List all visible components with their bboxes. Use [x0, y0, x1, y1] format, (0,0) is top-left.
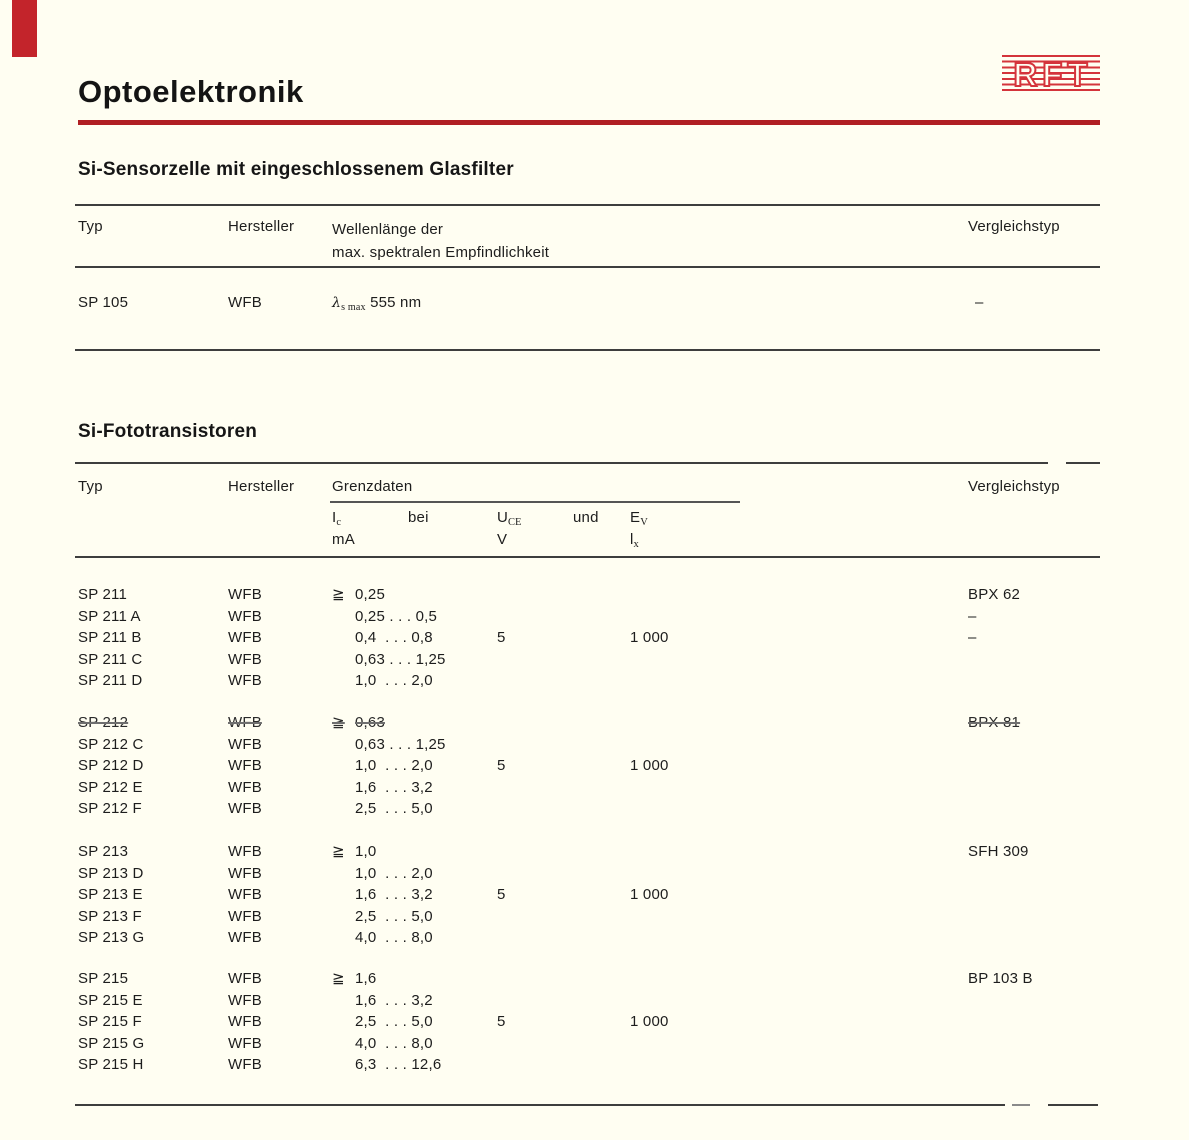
vergleichstyp-cell: BP 103 B [968, 970, 1033, 987]
transistor-table-header-rule [75, 556, 1100, 558]
sensor-row-typ: SP 105 [78, 294, 129, 311]
ic-cell: 1,0 . . . 2,0 [355, 757, 433, 774]
sensor-col-vergleichstyp: Vergleichstyp [968, 218, 1060, 235]
typ-cell: SP 215 G [78, 1034, 145, 1052]
vergleichstyp-cell [968, 734, 1100, 756]
ev-cell [630, 670, 968, 692]
hersteller-cell: WFB [228, 886, 262, 903]
ev-cell [630, 798, 968, 820]
hersteller-cell: WFB [228, 970, 262, 987]
vergleichstyp-cell: BPX 62 [968, 586, 1021, 603]
typ-cell: SP 213 G [78, 929, 145, 946]
table-row [78, 734, 1100, 756]
ic-cell: 1,6 . . . 3,2 [355, 886, 433, 903]
sensor-table-bottom-rule [75, 349, 1100, 351]
table-row [78, 1054, 1100, 1076]
vergleichstyp-cell: SFH 309 [968, 843, 1029, 860]
sensor-table-top-rule [75, 204, 1100, 206]
uce-cell [497, 1033, 630, 1055]
ic-base: I [332, 509, 337, 526]
table-row [78, 606, 1100, 628]
vergleichstyp-cell [968, 1011, 1100, 1033]
typ-cell: SP 213 E [78, 886, 143, 903]
hersteller-cell: WFB [228, 1034, 262, 1052]
table-row [78, 990, 1100, 1012]
typ-cell: SP 212 C [78, 735, 144, 753]
vergleichstyp-cell [968, 927, 1100, 949]
ic-cell: 0,25 . . . 0,5 [355, 607, 438, 625]
table-row [78, 712, 1100, 734]
hersteller-cell: WFB [228, 864, 262, 882]
vergleichstyp-cell [968, 777, 1100, 799]
group-sp213 [78, 841, 1100, 949]
transistor-col-grenzdaten: Grenzdaten [332, 478, 413, 495]
typ-cell: SP 215 F [78, 1013, 142, 1030]
table-row [78, 649, 1100, 671]
typ-cell: SP 211 [78, 586, 128, 603]
ev-cell [630, 584, 968, 606]
ev-cell [630, 777, 968, 799]
group-sp212 [78, 712, 1100, 820]
transistor-col-vergleichstyp: Vergleichstyp [968, 478, 1060, 495]
sensor-table-header-rule [75, 266, 1100, 268]
uce-cell [497, 670, 630, 692]
lambda-symbol: λ [332, 295, 342, 311]
ic-cell: 2,5 . . . 5,0 [355, 1013, 433, 1030]
uce-cell: 5 [497, 886, 506, 903]
ic-cell: 1,0 . . . 2,0 [355, 864, 433, 882]
hersteller-cell: WFB [228, 735, 262, 753]
ev-cell [630, 927, 968, 949]
ev-cell [630, 863, 968, 885]
typ-cell: SP 215 [78, 970, 129, 987]
typ-cell: SP 211 D [78, 672, 143, 689]
ev-cell [630, 712, 968, 734]
typ-cell: SP 213 [78, 843, 129, 860]
table-row [78, 670, 1100, 692]
typ-cell: SP 213 D [78, 864, 144, 882]
typ-cell: SP 213 F [78, 907, 142, 925]
grenzdaten-underline [330, 501, 740, 503]
uce-cell [497, 1054, 630, 1076]
ic-cell: 0,63 . . . 1,25 [355, 735, 446, 753]
header-bei: bei [408, 509, 429, 526]
table-row [78, 906, 1100, 928]
hersteller-cell: WFB [228, 586, 262, 603]
hersteller-cell: WFB [228, 991, 262, 1009]
table-row [78, 968, 1100, 990]
sensor-col-wellenlaenge-line2: max. spektralen Empfindlichkeit [332, 244, 550, 261]
transistor-col-typ: Typ [78, 478, 103, 495]
ic-cell: 4,0 . . . 8,0 [355, 929, 433, 946]
ic-cell: 1,6 . . . 3,2 [355, 991, 433, 1009]
table-row [78, 841, 1100, 863]
ev-base: E [630, 509, 641, 526]
table-row [78, 884, 1100, 906]
hersteller-cell: WFB [228, 650, 262, 668]
ic-cell: ≧ 0,25 [332, 584, 497, 606]
header-und: und [573, 509, 599, 526]
ic-subscript: c [336, 517, 342, 528]
vergleichstyp-cell [968, 884, 1100, 906]
uce-subscript: CE [508, 517, 522, 528]
sensor-row-vergleichstyp: – [975, 294, 984, 311]
uce-cell [497, 863, 630, 885]
ic-cell: 6,3 . . . 12,6 [355, 1056, 442, 1073]
hersteller-cell: WFB [228, 1013, 262, 1030]
uce-cell [497, 777, 630, 799]
vergleichstyp-cell [968, 1054, 1100, 1076]
ev-cell [630, 968, 968, 990]
page-bottom-rule-right [1048, 1104, 1098, 1106]
ev-cell [630, 906, 968, 928]
table-row [78, 777, 1100, 799]
typ-cell: SP 212 D [78, 757, 144, 774]
vergleichstyp-cell [968, 906, 1100, 928]
hersteller-cell: WFB [228, 843, 262, 860]
ic-cell: 2,5 . . . 5,0 [355, 907, 433, 925]
hersteller-cell: WFB [228, 929, 262, 946]
unit-ma: mA [332, 531, 355, 548]
table-row [78, 584, 1100, 606]
uce-cell [497, 906, 630, 928]
uce-cell: 5 [497, 757, 506, 774]
ic-cell: ≧ 1,6 [332, 970, 377, 987]
typ-cell: SP 215 H [78, 1056, 144, 1073]
ev-cell [630, 1054, 968, 1076]
typ-cell: SP 215 E [78, 991, 143, 1009]
uce-cell [497, 841, 630, 863]
header-ev [630, 509, 648, 528]
unit-v: V [497, 531, 508, 548]
hersteller-cell: WFB [228, 714, 262, 731]
uce-cell [497, 990, 630, 1012]
typ-cell: SP 212 E [78, 778, 143, 796]
typ-cell: SP 212 [78, 714, 129, 731]
vergleichstyp-cell: – [968, 607, 977, 625]
uce-cell [497, 584, 630, 606]
uce-cell [497, 968, 630, 990]
ic-cell: ≧ 0,63 [332, 714, 385, 731]
page-bottom-rule-mid [1012, 1104, 1030, 1106]
table-row [78, 1011, 1100, 1033]
typ-cell: SP 211 B [78, 629, 142, 646]
table-row [78, 755, 1100, 777]
uce-cell [497, 798, 630, 820]
ic-cell: 0,63 . . . 1,25 [355, 650, 446, 668]
lx-base: l [630, 531, 634, 548]
vergleichstyp-cell [968, 990, 1100, 1012]
lambda-subscript: s max [341, 302, 366, 313]
vergleichstyp-cell [968, 863, 1100, 885]
ev-cell: 1 000 [630, 1013, 669, 1030]
table-row [78, 798, 1100, 820]
uce-cell [497, 649, 630, 671]
group-sp215 [78, 968, 1100, 1076]
header-ic [332, 509, 341, 528]
transistor-table-top-rule-right [1066, 462, 1100, 464]
ev-cell [630, 990, 968, 1012]
typ-cell: SP 211 C [78, 650, 143, 668]
transistor-col-hersteller: Hersteller [228, 478, 295, 495]
hersteller-cell: WFB [228, 907, 262, 925]
uce-cell: 5 [497, 629, 506, 646]
ev-cell: 1 000 [630, 629, 669, 646]
rft-logo-text: RFT [1013, 56, 1093, 93]
ev-cell: 1 000 [630, 886, 669, 903]
group-sp211 [78, 584, 1100, 692]
sensor-row-hersteller: WFB [228, 294, 262, 311]
typ-cell: SP 212 F [78, 800, 142, 817]
ic-cell: 0,4 . . . 0,8 [355, 629, 433, 646]
ev-cell: 1 000 [630, 757, 669, 774]
vergleichstyp-cell [968, 649, 1100, 671]
hersteller-cell: WFB [228, 757, 262, 774]
vergleichstyp-cell [968, 798, 1100, 820]
ev-cell [630, 734, 968, 756]
page-title: Optoelektronik [78, 74, 304, 109]
ic-cell: 2,5 . . . 5,0 [355, 800, 433, 817]
sensor-row-wavelength [332, 294, 421, 313]
title-red-rule [78, 120, 1100, 125]
hersteller-cell: WFB [228, 672, 262, 689]
uce-cell [497, 606, 630, 628]
uce-cell [497, 712, 630, 734]
sensor-col-hersteller: Hersteller [228, 218, 295, 235]
page-bottom-rule-left [75, 1104, 1005, 1106]
rft-logo [1002, 55, 1100, 95]
hersteller-cell: WFB [228, 800, 262, 817]
typ-cell: SP 211 A [78, 607, 141, 625]
ic-cell: 1,0 . . . 2,0 [355, 672, 433, 689]
red-scan-mark [12, 0, 37, 57]
table-row [78, 627, 1100, 649]
vergleichstyp-cell [968, 755, 1100, 777]
table-row [78, 1033, 1100, 1055]
hersteller-cell: WFB [228, 1056, 262, 1073]
ic-cell: ≧ 1,0 [332, 843, 377, 860]
ev-cell [630, 606, 968, 628]
ic-cell: 1,6 . . . 3,2 [355, 778, 433, 796]
ev-cell [630, 1033, 968, 1055]
vergleichstyp-cell: BPX 81 [968, 714, 1021, 731]
lx-subscript: x [633, 539, 639, 550]
ev-cell [630, 841, 968, 863]
uce-cell: 5 [497, 1013, 506, 1030]
table-row [78, 927, 1100, 949]
transistor-table-top-rule-left [75, 462, 1048, 464]
uce-base: U [497, 509, 509, 526]
hersteller-cell: WFB [228, 607, 262, 625]
vergleichstyp-cell [968, 670, 1100, 692]
ev-cell [630, 649, 968, 671]
vergleichstyp-cell: – [968, 629, 977, 646]
hersteller-cell: WFB [228, 778, 262, 796]
gte-symbol: ≧ [332, 586, 345, 603]
table-row [78, 863, 1100, 885]
sensor-section-heading: Si-Sensorzelle mit eingeschlossenem Glasfilter [78, 159, 514, 180]
header-uce [497, 509, 521, 528]
sensor-col-wellenlaenge [332, 218, 549, 264]
transistor-section-heading: Si-Fototransistoren [78, 421, 258, 442]
uce-cell [497, 734, 630, 756]
sensor-col-wellenlaenge-line1: Wellenlänge der [332, 221, 444, 238]
wavelength-value: 555 nm [370, 294, 422, 311]
sensor-col-typ: Typ [78, 218, 103, 235]
vergleichstyp-cell [968, 1033, 1100, 1055]
unit-lx [630, 531, 639, 550]
hersteller-cell: WFB [228, 629, 262, 646]
ev-subscript: V [640, 517, 648, 528]
uce-cell [497, 927, 630, 949]
ic-cell: 4,0 . . . 8,0 [355, 1034, 433, 1052]
